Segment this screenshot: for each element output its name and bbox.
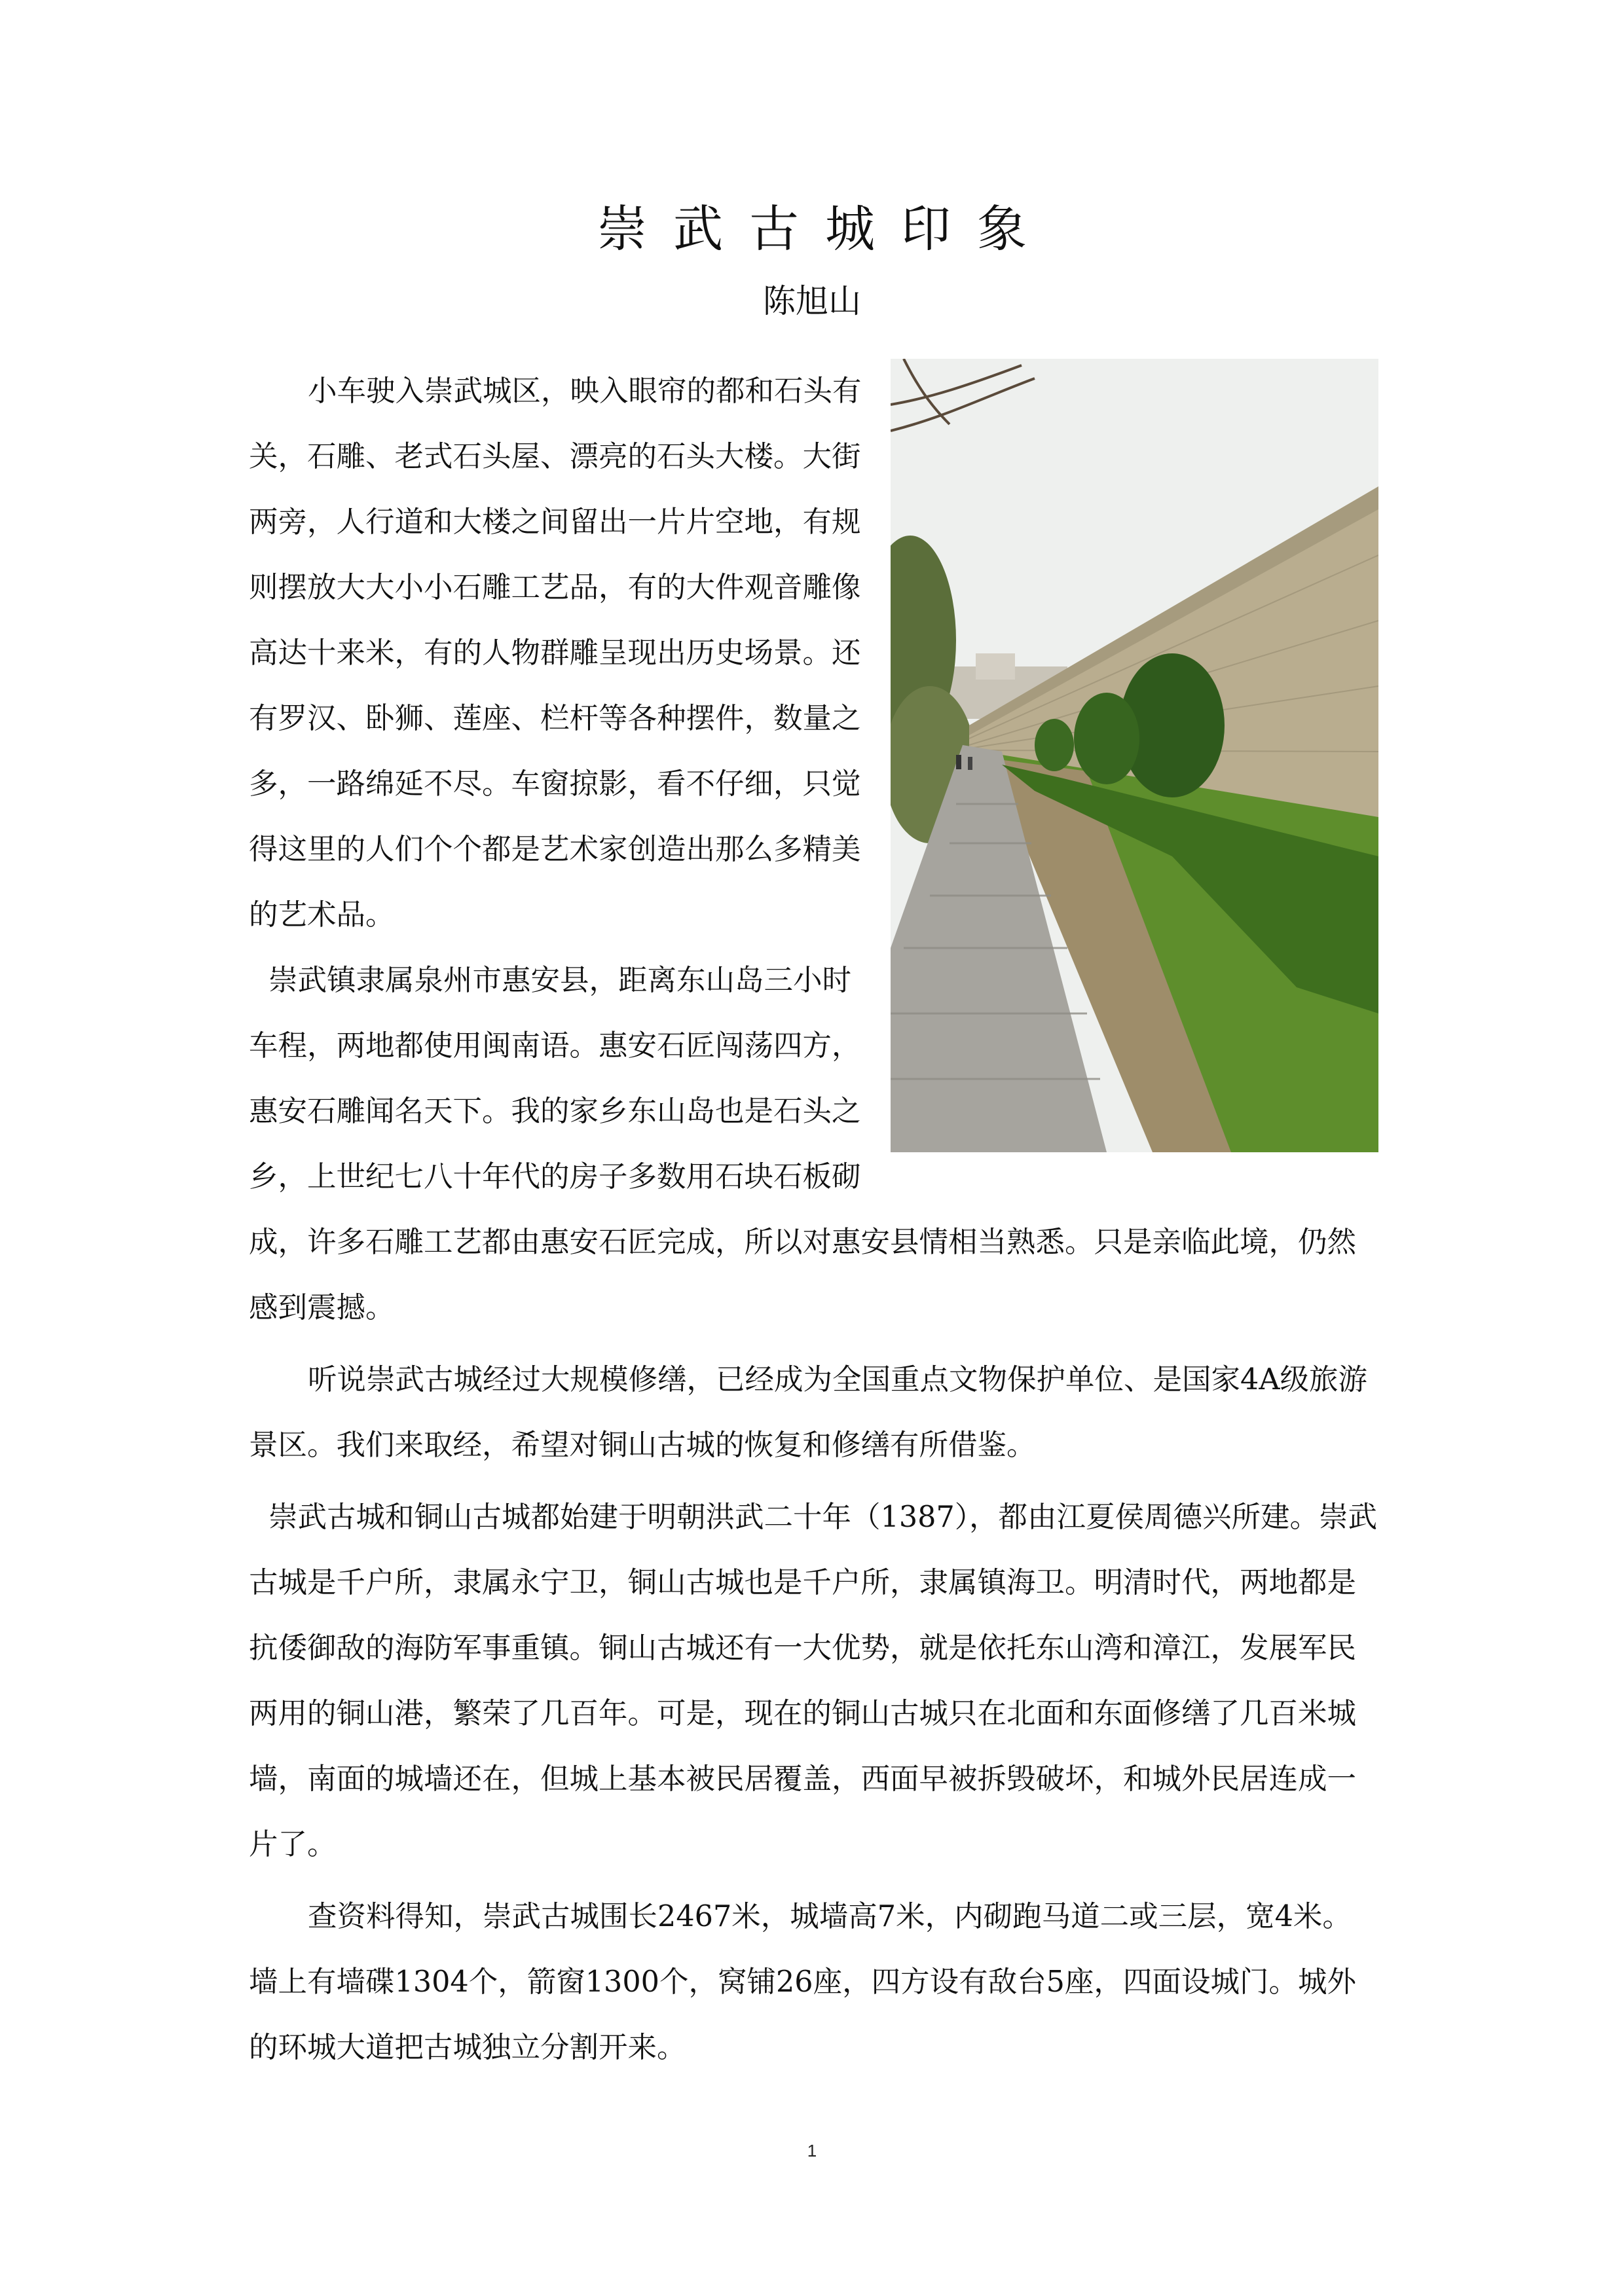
paragraph-4: 崇武古城和铜山古城都始建于明朝洪武二十年（1387），都由江夏侯周德兴所建。崇武古城是千户所，隶属永宁卫，铜山古城也是千户所，隶属镇海卫。明清时代，两地都是抗倭御敌的海防军事重镇。铜山古城还有一大优势，就是依托东山湾和漳江，发展军民两用的铜山港，繁荣了几百年。可是，现在的铜山古城只在北面和东面修缮了几百米城墙，南面的城墙还在，但城上基本被民居覆盖，西面早被拆毁破坏，和城外民居连成一片了。 [249,1501,1378,1861]
page-number: 1 [807,2141,817,2160]
article-title: 崇武古城印象 [597,200,1053,258]
paragraph-5: 查资料得知，崇武古城围长2467米，城墙高7米，内砌跑马道二或三层，宽4米。墙上有墙碟1304个，箭窗1300个，窝铺26座，四方设有敌台5座，四面设城门。城外的环城大道把古城独立分割开来。 [249,1900,1356,2064]
paragraph-1: 小车驶入崇武城区，映入眼帘的都和石头有关，石雕、老式石头屋、漂亮的石头大楼。大街两旁，人行道和大楼之间留出一片片空地，有规则摆放大大小小石雕工艺品，有的大件观音雕像高达十来米，有的人物群雕呈现出历史场景。还有罗汉、卧狮、莲座、栏杆等各种摆件，数量之多，一路绵延不尽。车窗掠影，看不仔细，只觉得这里的人们个个都是艺术家创造出那么多精美的艺术品。 [249,374,862,932]
city-wall-photo [891,359,1378,1152]
paragraph-2: 崇武镇隶属泉州市惠安县，距离东山岛三小时车程，两地都使用闽南语。惠安石匠闯荡四方，惠安石雕闻名天下。我的家乡东山岛也是石头之乡，上世纪七八十年代的房子多数用石块石板砌成，许多石雕工艺都由惠安石匠完成，所以对惠安县情相当熟悉。只是亲临此境，仍然感到震撼。 [249,964,1357,1324]
paragraph-3: 听说崇武古城经过大规模修缮，已经成为全国重点文物保护单位、是国家4A级旅游景区。我们来取经，希望对铜山古城的恢复和修缮有所借鉴。 [249,1363,1367,1462]
article-body [249,359,1378,2081]
author-name: 陈旭山 [763,282,861,320]
